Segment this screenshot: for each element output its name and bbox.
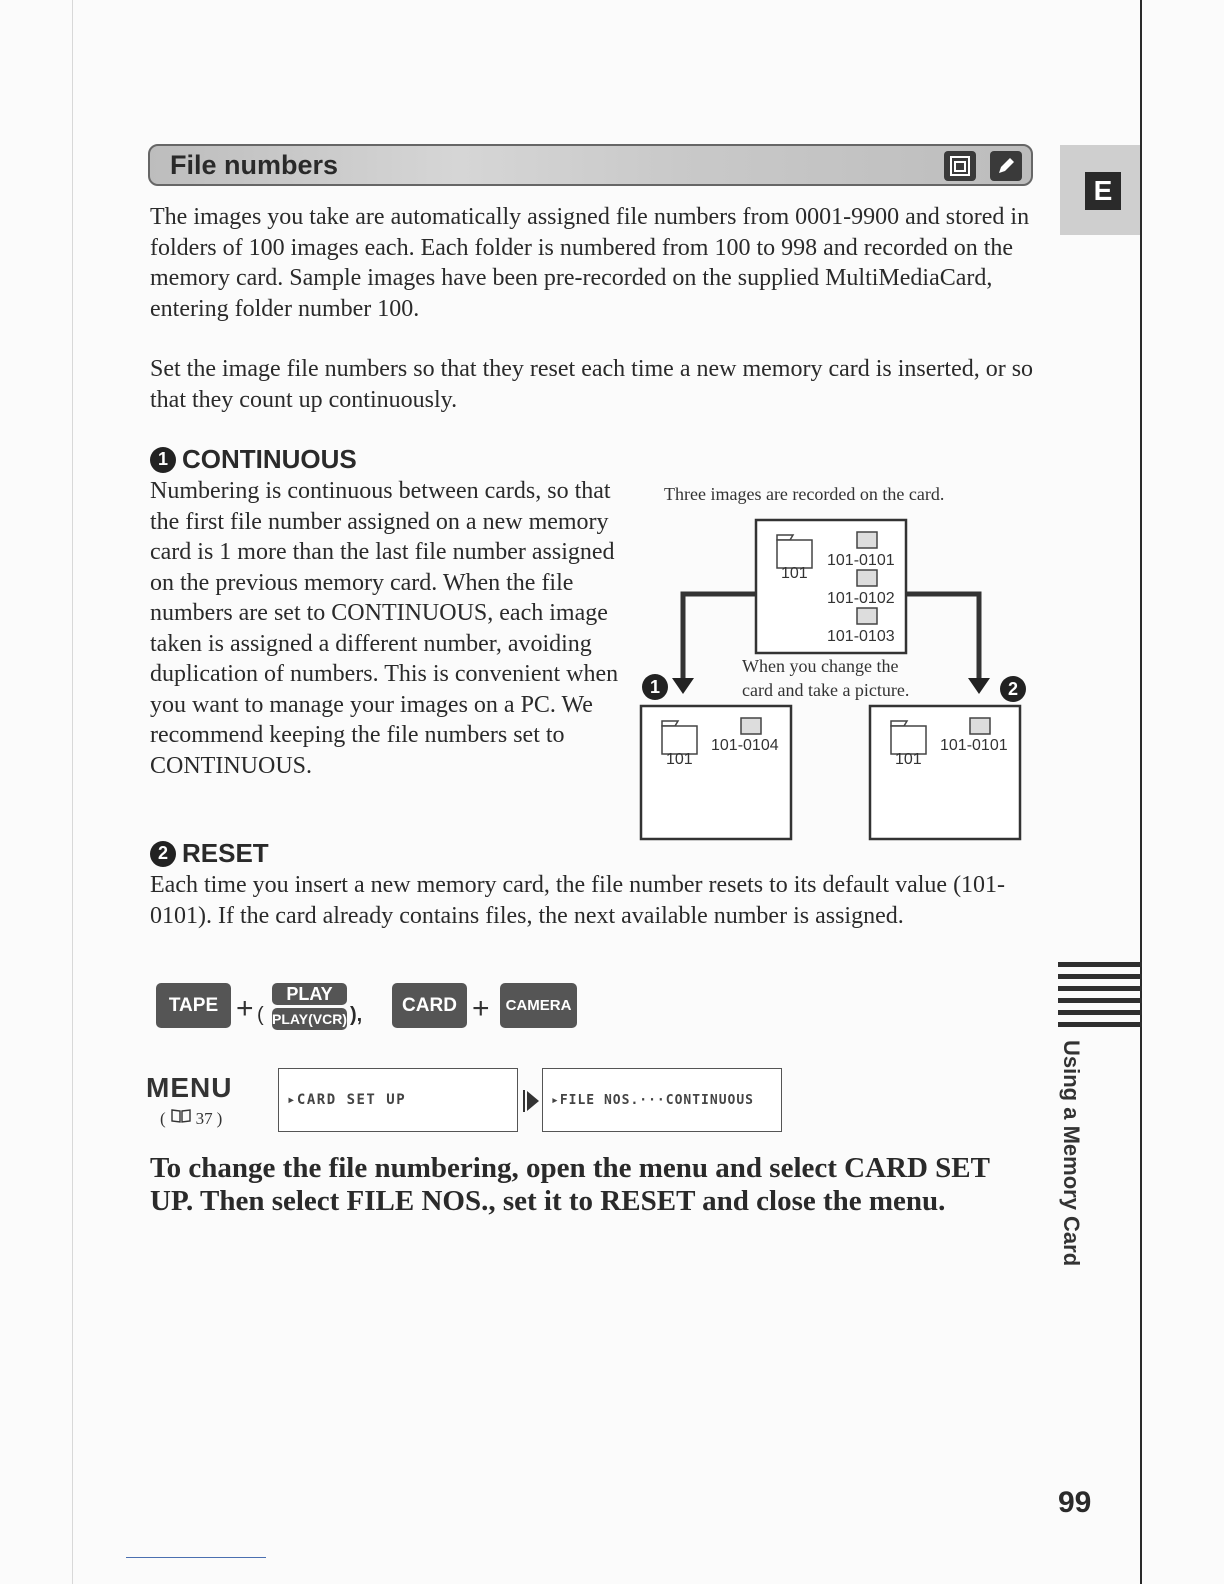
intro-paragraph-1: The images you take are automatically assigned file numbers from 0001-9900 and stored in folders of 100 images each. Each folder is numbered from 100 to 998 and recorded on the memory card. Sample images have been pre-recorded on the supplied MultiMediaCard, entering folder number 100. bbox=[150, 204, 1030, 322]
image-icon-3 bbox=[857, 608, 877, 624]
file-label-left: 101-0104 bbox=[711, 737, 779, 754]
folder-icon-left bbox=[662, 721, 697, 754]
diagram-caption-middle-1: When you change the bbox=[742, 656, 899, 676]
continuous-body: Numbering is continuous between cards, so that the first file number assigned on a new memory card is 1 more than the last file number assigned on the previous memory card. When the file numbers are set to CONTINUOUS, each image taken is assigned a different number, avoiding duplication of numbers. This is convenient when you want to manage your images on a PC. We recommend keeping the file numbers set to CONTINUOUS. bbox=[150, 478, 619, 779]
card-mode-icon bbox=[944, 151, 976, 181]
section-title: File numbers bbox=[170, 150, 339, 180]
instruction-text: To change the file numbering, open the menu and select CARD SET UP. Then select FILE NOS., set it to RESET and close the menu. bbox=[150, 1152, 990, 1217]
close-paren: ), bbox=[350, 1004, 363, 1026]
arrow-right-icon bbox=[968, 678, 990, 694]
double-arrow-icon bbox=[521, 1088, 541, 1119]
page-number: 99 bbox=[1058, 1486, 1092, 1519]
camera-mode-button: CAMERA bbox=[500, 983, 577, 1028]
file-label-3: 101-0103 bbox=[827, 628, 895, 645]
menu-label: MENU bbox=[146, 1072, 233, 1103]
side-stripe-2 bbox=[1058, 974, 1142, 979]
folder-label-right: 101 bbox=[895, 751, 922, 768]
reset-heading-text: RESET bbox=[182, 838, 269, 868]
continuous-heading bbox=[150, 444, 357, 475]
side-stripe-5 bbox=[1058, 1010, 1142, 1015]
book-icon bbox=[170, 1108, 192, 1129]
page-ref-number: 37 bbox=[195, 1108, 213, 1128]
arrow-left-icon bbox=[672, 678, 694, 694]
folder-icon-right bbox=[891, 721, 926, 754]
continuous-heading-text: CONTINUOUS bbox=[182, 444, 357, 474]
marker-2-icon: 2 bbox=[1000, 676, 1026, 702]
reset-heading bbox=[150, 838, 269, 869]
side-stripe-3 bbox=[1058, 986, 1142, 991]
tape-mode-button: TAPE bbox=[156, 983, 231, 1028]
number-1-icon: 1 bbox=[150, 447, 176, 473]
folder-icon-top bbox=[777, 535, 812, 568]
chapter-tab-letter: E bbox=[1085, 172, 1121, 210]
play-vcr-mode-button: PLAY(VCR) bbox=[272, 1008, 347, 1030]
section-title-bar bbox=[148, 144, 1033, 186]
menu-box-card-setup: ▸CARD SET UP bbox=[278, 1068, 518, 1132]
open-paren: ( bbox=[257, 1004, 264, 1026]
plus-sign-2: + bbox=[472, 992, 490, 1025]
folder-label-left: 101 bbox=[666, 751, 693, 768]
image-icon-1 bbox=[857, 532, 877, 548]
diagram-caption-middle-2: card and take a picture. bbox=[742, 680, 910, 700]
image-icon-2 bbox=[857, 570, 877, 586]
plus-sign-1: + bbox=[236, 992, 254, 1025]
side-stripe-4 bbox=[1058, 998, 1142, 1003]
chapter-side-label: Using a Memory Card bbox=[1059, 1040, 1084, 1267]
menu-page-ref: ( 37 ) bbox=[160, 1108, 223, 1128]
file-label-1: 101-0101 bbox=[827, 552, 895, 569]
reset-body: Each time you insert a new memory card, the file number resets to its default value (101-0101). If the card already contains files, the next available number is assigned. bbox=[150, 872, 1006, 929]
side-stripe-1 bbox=[1058, 962, 1142, 967]
page-edge-right bbox=[1140, 0, 1142, 1584]
card-mode-button: CARD bbox=[392, 983, 467, 1028]
menu-box-file-nos: ▸FILE NOS.···CONTINUOUS bbox=[542, 1068, 782, 1132]
connector-right bbox=[905, 594, 979, 678]
file-label-right: 101-0101 bbox=[940, 737, 1008, 754]
file-label-2: 101-0102 bbox=[827, 590, 895, 607]
pencil-icon bbox=[990, 151, 1022, 181]
number-2-icon: 2 bbox=[150, 841, 176, 867]
page-edge-left bbox=[72, 0, 73, 1584]
marker-1-icon: 1 bbox=[642, 674, 668, 700]
footer-link-line bbox=[126, 1557, 266, 1558]
image-icon-right bbox=[970, 718, 990, 734]
diagram-caption-top: Three images are recorded on the card. bbox=[664, 484, 945, 504]
side-stripe-6 bbox=[1058, 1022, 1142, 1027]
intro-paragraph-2: Set the image file numbers so that they reset each time a new memory card is inserted, or so that they count up continuously. bbox=[150, 356, 1034, 413]
folder-label-top: 101 bbox=[781, 565, 808, 582]
image-icon-left bbox=[741, 718, 761, 734]
play-mode-button: PLAY bbox=[272, 983, 347, 1005]
